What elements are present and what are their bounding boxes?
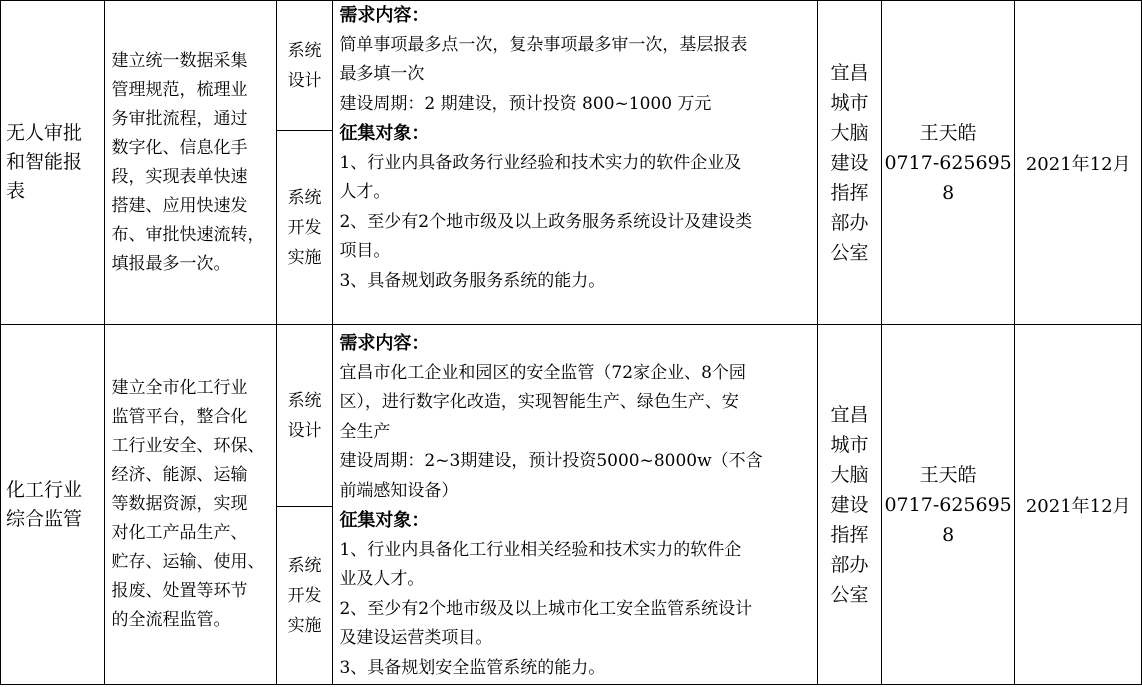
solicitation-heading: 征集对象： xyxy=(339,123,430,144)
phase-line: 实施 xyxy=(287,615,322,636)
contact-cell xyxy=(881,325,1015,685)
solicitation-line: 项目。 xyxy=(339,241,391,261)
requirements-cell xyxy=(333,325,818,685)
date-cell: 2021年12月 xyxy=(1015,1,1142,325)
phase-line: 实施 xyxy=(287,247,322,268)
contact-name: 王天皓 xyxy=(919,121,977,144)
requirements-cell xyxy=(333,1,818,325)
requirement-heading: 需求内容： xyxy=(339,5,430,26)
project-name-cell xyxy=(1,1,105,325)
description-line: 工行业安全、环保、 xyxy=(111,436,265,456)
unit-line: 宜昌 xyxy=(830,61,869,84)
unit-line: 指挥 xyxy=(830,523,869,546)
unit-line: 公室 xyxy=(830,583,869,606)
description-line: 的全流程监管。 xyxy=(111,610,231,630)
contact-name: 王天皓 xyxy=(919,463,977,486)
contact-phone-line: 8 xyxy=(942,523,955,546)
project-name-line: 无人审批 xyxy=(6,122,83,144)
solicitation-line: 2、至少有2个地市级及以上政务服务系统设计及建设类 xyxy=(339,211,753,232)
project-name-line: 综合监管 xyxy=(6,507,83,530)
table-row-2 xyxy=(1,325,1142,507)
unit-line: 城市 xyxy=(830,433,869,456)
phase-line: 开发 xyxy=(287,217,322,238)
phase-dev-cell xyxy=(276,131,333,325)
phase-dev-cell xyxy=(276,507,333,685)
requirement-heading: 需求内容： xyxy=(339,333,430,354)
requirement-line: 区），进行数字化改造，实现智能生产、绿色生产、安 xyxy=(339,392,739,412)
phase-line: 系统 xyxy=(287,187,322,208)
unit-line: 建设 xyxy=(830,151,869,174)
unit-line: 城市 xyxy=(830,91,869,114)
description-line: 数字化、信息化手 xyxy=(111,137,248,158)
requirement-line: 建设周期：2~3期建设，预计投资5000~8000w（不含 xyxy=(339,451,763,471)
project-name-line: 表 xyxy=(6,180,26,202)
contact-phone-line: 8 xyxy=(942,181,955,204)
project-name-line: 和智能报 xyxy=(6,151,83,173)
description-line: 管理规范，梳理业 xyxy=(111,79,248,100)
unit-line: 大脑 xyxy=(830,121,869,144)
unit-line: 宜昌 xyxy=(830,403,869,426)
unit-line: 部办 xyxy=(830,553,869,576)
description-line: 经济、能源、运输 xyxy=(111,465,248,485)
description-cell xyxy=(105,325,276,685)
description-line: 建立统一数据采集 xyxy=(111,50,248,71)
description-line: 监管平台，整合化 xyxy=(111,407,248,427)
project-name-cell xyxy=(1,325,105,685)
description-line: 填报最多一次。 xyxy=(111,253,231,274)
unit-line: 部办 xyxy=(830,211,869,234)
requirement-line: 前端感知设备） xyxy=(339,480,459,501)
phase-line: 系统 xyxy=(287,390,322,411)
unit-line: 建设 xyxy=(830,493,869,516)
unit-line: 大脑 xyxy=(830,463,869,486)
requirement-line: 建设周期：2 期建设，预计投资 800~1000 万元 xyxy=(339,93,712,114)
description-line: 贮存、运输、使用、 xyxy=(111,552,265,572)
phase-line: 系统 xyxy=(287,40,322,61)
project-name-line: 化工行业 xyxy=(6,478,83,501)
solicitation-line: 1、行业内具备政务行业经验和技术实力的软件企业及 xyxy=(339,152,742,173)
description-line: 搭建、应用快速发 xyxy=(111,195,248,216)
description-line: 布、审批快速流转， xyxy=(111,224,265,245)
solicitation-line: 2、至少有2个地市级及以上城市化工安全监管系统设计 xyxy=(339,598,753,619)
phase-design-cell xyxy=(276,325,333,507)
solicitation-line: 3、具备规划安全监管系统的能力。 xyxy=(339,657,606,678)
unit-cell xyxy=(818,1,882,325)
description-cell xyxy=(105,1,276,325)
solicitation-heading: 征集对象： xyxy=(339,510,430,531)
date-cell: 2021年12月 xyxy=(1015,325,1142,685)
requirement-line: 全生产 xyxy=(339,421,391,442)
description-line: 等数据资源，实现 xyxy=(111,494,248,514)
description-line: 报废、处置等环节 xyxy=(111,581,248,601)
solicitation-line: 人才。 xyxy=(339,182,391,202)
solicitation-line: 业及人才。 xyxy=(339,569,425,589)
unit-line: 公室 xyxy=(830,241,869,264)
requirement-line: 简单事项最多点一次，复杂事项最多审一次，基层报表 xyxy=(339,34,748,55)
requirement-line: 最多填一次 xyxy=(339,64,425,84)
contact-cell xyxy=(881,1,1015,325)
solicitation-line: 及建设运营类项目。 xyxy=(339,628,493,648)
unit-line: 指挥 xyxy=(830,181,869,204)
solicitation-line: 1、行业内具备化工行业相关经验和技术实力的软件企 xyxy=(339,539,742,560)
contact-phone-line: 0717-625695 xyxy=(884,493,1012,516)
description-line: 段，实现表单快速 xyxy=(111,166,248,187)
description-line: 建立全市化工行业 xyxy=(111,378,248,398)
phase-line: 设计 xyxy=(287,70,322,91)
contact-phone-line: 0717-625695 xyxy=(884,151,1012,174)
solicitation-line: 3、具备规划政务服务系统的能力。 xyxy=(339,270,606,291)
requirement-line: 宜昌市化工企业和园区的安全监管（72家企业、8个园 xyxy=(339,362,746,383)
description-line: 务审批流程，通过 xyxy=(111,108,248,129)
phase-line: 设计 xyxy=(287,420,322,441)
table-row-1 xyxy=(1,1,1142,131)
phase-line: 开发 xyxy=(287,585,322,606)
description-line: 对化工产品生产、 xyxy=(111,523,248,543)
phase-design-cell xyxy=(276,1,333,131)
phase-line: 系统 xyxy=(287,555,322,576)
unit-cell xyxy=(818,325,882,685)
